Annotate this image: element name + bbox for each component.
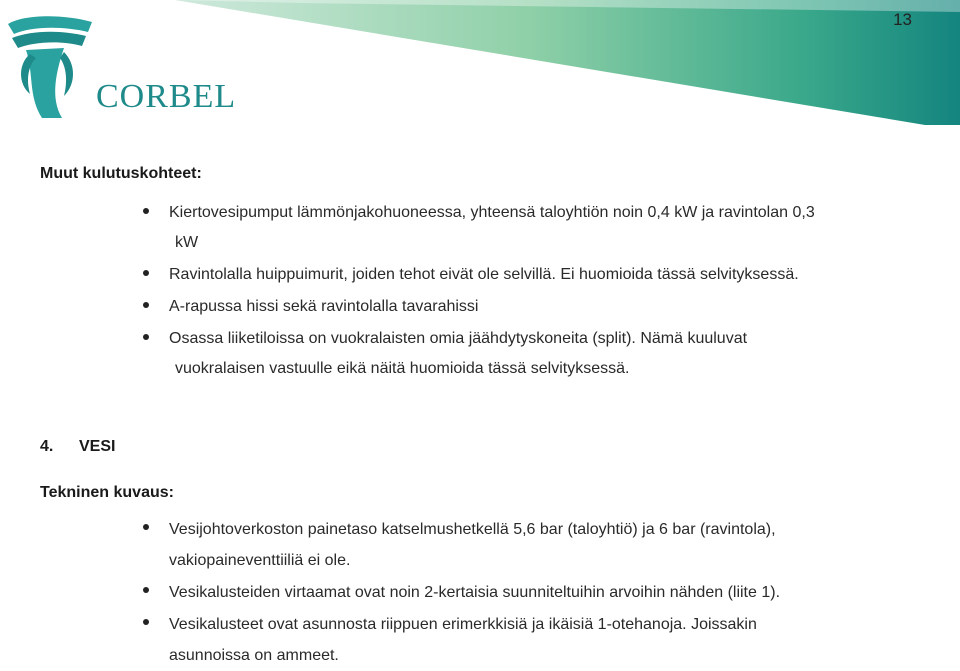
list-item	[40, 260, 920, 290]
section-water-title: VESI	[79, 438, 116, 455]
page-number: 13	[893, 10, 912, 29]
list-item-text: Vesikalusteet ovat asunnosta riippuen erimerkkisiä ja ikäisiä 1-otehanoja. Joissakin	[169, 616, 757, 633]
bullet-icon	[143, 619, 149, 625]
heading-other-consumption: Muut kulutuskohteet:	[40, 165, 202, 182]
logo-wordmark: CORBEL	[96, 78, 237, 115]
list-item	[40, 198, 920, 258]
list-item-text-cont: vakiopaineventtiiliä ei ole.	[169, 552, 351, 569]
bullet-icon	[143, 302, 149, 308]
list-item-text-cont: asunnoissa on ammeet.	[169, 647, 339, 664]
list-item-text: Osassa liiketiloissa on vuokralaisten omia jäähdytyskoneita (split). Nämä kuuluvat	[169, 330, 748, 347]
list-item-text-cont: kW	[175, 234, 199, 251]
section-water-number: 4.	[40, 438, 54, 455]
bullet-icon	[143, 270, 149, 276]
list-item-text: A-rapussa hissi sekä ravintolalla tavarahissi	[169, 298, 479, 315]
list-item	[40, 514, 920, 576]
corbel-logo	[4, 14, 236, 120]
capital-icon	[4, 14, 96, 120]
list-item	[40, 292, 920, 322]
list-item-text-cont: vuokralaisen vastuulle eikä näitä huomioida tässä selvityksessä.	[175, 360, 630, 377]
bullet-icon	[143, 587, 149, 593]
list-item	[40, 609, 920, 671]
list-water	[40, 514, 920, 671]
bullet-icon	[143, 334, 149, 340]
list-item-text: Vesijohtoverkoston painetaso katselmushetkellä 5,6 bar (taloyhtiö) ja 6 bar (ravintola),	[169, 521, 776, 538]
list-item-text: Kiertovesipumput lämmönjakohuoneessa, yhteensä taloyhtiön noin 0,4 kW ja ravintolan 0,3	[169, 204, 815, 221]
list-item	[40, 577, 920, 608]
list-item-text: Ravintolalla huippuimurit, joiden tehot eivät ole selvillä. Ei huomioida tässä selvityksessä.	[169, 266, 799, 283]
list-other-consumption	[40, 198, 920, 384]
list-item-text: Vesikalusteiden virtaamat ovat noin 2-kertaisia suunniteltuihin arvoihin nähden (liite 1).	[169, 584, 781, 601]
heading-technical-description: Tekninen kuvaus:	[40, 484, 174, 501]
bullet-icon	[143, 208, 149, 214]
bullet-icon	[143, 524, 149, 530]
list-item	[40, 324, 920, 384]
